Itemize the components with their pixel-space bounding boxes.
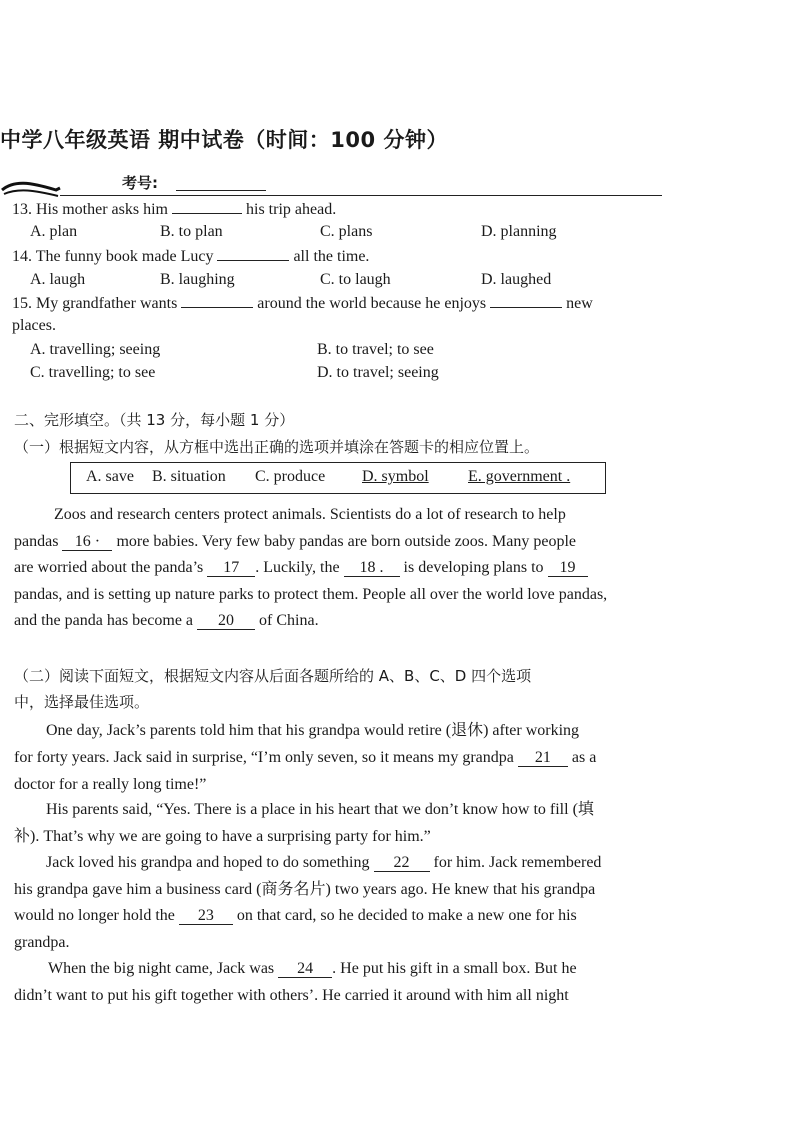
question-number: 15. xyxy=(12,295,32,312)
cloze-blank-24: 24 xyxy=(278,960,332,978)
passage-line: Jack loved his grandpa and hoped to do something 22 for him. Jack remembered xyxy=(46,854,602,871)
passage-line: His parents said, “Yes. There is a place in his heart that we don’t know how to fill (填 xyxy=(46,801,594,818)
passage-line: doctor for a really long time!” xyxy=(14,776,207,793)
option-c: C. to laugh xyxy=(320,271,391,288)
section-heading: 二、完形填空。（共 13 分，每小题 1 分） xyxy=(14,411,295,429)
passage-line: One day, Jack’s parents told him that his grandpa would retire (退休) after working xyxy=(46,722,580,739)
cloze-blank-16: 16 · xyxy=(62,533,112,551)
option-b: B. to plan xyxy=(160,223,223,240)
option-c: C. travelling; to see xyxy=(30,364,156,381)
page-title: 中学八年级英语 期中试卷（时间：100 分钟） xyxy=(0,128,448,152)
option-c: C. plans xyxy=(320,223,373,240)
passage-line: would no longer hold the 23 on that card, so he decided to make a new one for his xyxy=(14,907,577,924)
question-number: 14. xyxy=(12,248,32,265)
question-15 xyxy=(12,293,593,314)
option-d: D. planning xyxy=(481,223,557,240)
cloze-blank-20: 20 xyxy=(197,612,255,630)
question-stem: all the time. xyxy=(293,248,370,265)
answer-blank xyxy=(181,293,253,308)
part2-instruction: （二）阅读下面短文，根据短文内容从后面各题所给的 A、B、C、D 四个选项 xyxy=(14,667,532,685)
option-d: D. to travel; seeing xyxy=(317,364,439,381)
cloze-blank-17: 17 xyxy=(207,559,255,577)
word-option-b: B. situation xyxy=(152,468,226,485)
header-rule xyxy=(60,195,662,196)
answer-blank xyxy=(490,293,562,308)
option-a: A. laugh xyxy=(30,271,86,288)
passage-line: and the panda has become a 20 of China. xyxy=(14,612,319,629)
question-stem: The funny book made Lucy xyxy=(35,248,214,265)
question-stem-continued: places. xyxy=(12,317,56,334)
cloze-blank-18: 18 . xyxy=(344,559,400,577)
word-option-a: A. save xyxy=(86,468,134,485)
passage-line: didn’t want to put his gift together with others’. He carried it around with him all night xyxy=(14,987,569,1004)
cloze-blank-22: 22 xyxy=(374,854,430,872)
question-stem: his trip ahead. xyxy=(246,201,337,218)
option-a: A. plan xyxy=(30,223,78,240)
option-a: A. travelling; seeing xyxy=(30,341,161,358)
part1-instruction: （一）根据短文内容，从方框中选出正确的选项并填涂在答题卡的相应位置上。 xyxy=(14,438,540,456)
question-number: 13. xyxy=(12,201,32,218)
passage-line: When the big night came, Jack was 24 . He put his gift in a small box. But he xyxy=(48,960,577,977)
question-stem: around the world because he enjoys xyxy=(257,295,487,312)
answer-blank xyxy=(217,246,289,261)
passage-line: are worried about the panda’s 17 . Luckily, the 18 . is developing plans to 19 xyxy=(14,558,588,578)
passage-line: pandas, and is setting up nature parks to protect them. People all over the world love pandas, xyxy=(14,586,608,603)
passage-line: grandpa. xyxy=(14,934,70,951)
cloze-blank-21: 21 xyxy=(518,749,568,767)
part2-instruction-cont: 中，选择最佳选项。 xyxy=(14,693,150,711)
exam-number-blank xyxy=(176,190,266,191)
cloze-blank-19: 19 xyxy=(548,559,588,577)
question-13 xyxy=(12,199,336,220)
question-14 xyxy=(12,246,369,267)
question-stem: new xyxy=(566,295,593,312)
option-d: D. laughed xyxy=(481,271,552,288)
word-option-d: D. symbol xyxy=(362,468,429,485)
word-option-e: E. government . xyxy=(468,468,571,485)
passage-line: Zoos and research centers protect animals. Scientists do a lot of research to help xyxy=(54,506,566,523)
option-b: B. laughing xyxy=(160,271,235,288)
passage-line: his grandpa gave him a business card (商务名片) two years ago. He knew that his grandpa xyxy=(14,881,596,898)
passage-line: pandas 16 · more babies. Very few baby pandas are born outside zoos. Many people xyxy=(14,533,577,550)
question-stem: His mother asks him xyxy=(36,201,168,218)
passage-line: for forty years. Jack said in surprise, “I’m only seven, so it means my grandpa 21 as a xyxy=(14,749,597,766)
option-b: B. to travel; to see xyxy=(317,341,434,358)
question-stem: My grandfather wants xyxy=(36,295,178,312)
answer-blank xyxy=(172,199,242,214)
cloze-blank-23: 23 xyxy=(179,907,233,925)
word-option-c: C. produce xyxy=(255,468,326,485)
exam-number-label: 考号: xyxy=(122,174,158,192)
passage-line: 补). That’s why we are going to have a surprising party for him.” xyxy=(14,828,431,845)
